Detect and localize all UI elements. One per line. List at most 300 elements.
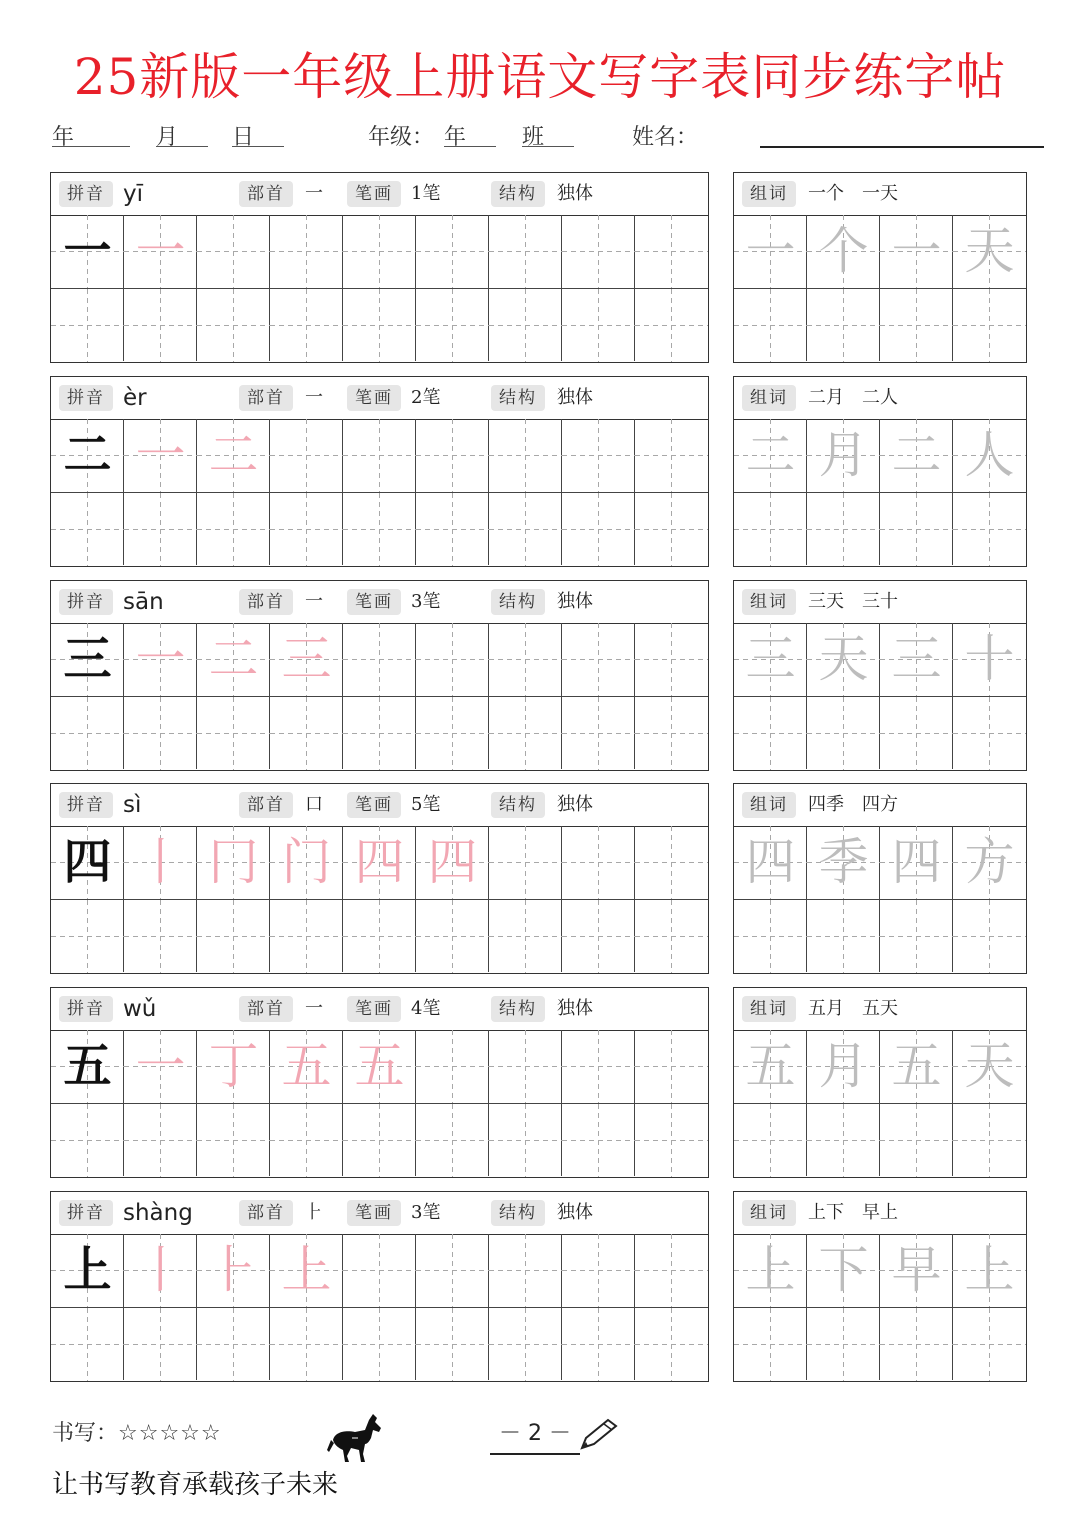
writing-cell[interactable]	[416, 419, 489, 492]
char-info-header	[51, 173, 708, 216]
month-label: 月	[156, 125, 179, 150]
writing-cell[interactable]	[489, 419, 562, 492]
writing-cell[interactable]	[635, 623, 708, 696]
writing-cell[interactable]	[635, 492, 708, 565]
stroke-order-step: 一	[135, 1037, 186, 1095]
char-info-header	[51, 581, 708, 624]
writing-cell[interactable]	[562, 419, 635, 492]
writing-cell[interactable]	[734, 1103, 807, 1176]
model-char: 一	[63, 223, 112, 279]
writing-cell[interactable]	[124, 492, 197, 565]
word-trace-cell[interactable]	[953, 215, 1026, 288]
word-trace-char: 月	[818, 426, 869, 484]
model-char-cell[interactable]	[51, 215, 124, 288]
writing-cell[interactable]	[635, 826, 708, 899]
writing-cell[interactable]	[51, 288, 124, 361]
char-practice-panel	[50, 172, 709, 363]
page-number: － 2 －	[490, 1416, 580, 1455]
pen-icon	[578, 1416, 622, 1456]
writing-cell[interactable]	[124, 288, 197, 361]
word-trace-cell[interactable]	[807, 826, 880, 899]
word-practice-panel	[733, 580, 1027, 771]
stroke-order-cell[interactable]	[343, 1030, 416, 1103]
writing-cell[interactable]	[734, 696, 807, 769]
pinyin-value: wǔ	[123, 996, 157, 1022]
writing-cell[interactable]	[197, 492, 270, 565]
model-char: 上	[63, 1242, 112, 1298]
words-value: 上下 早上	[808, 1202, 898, 1223]
strokes-tag: 笔画	[347, 1200, 401, 1226]
word-trace-char: 一	[745, 222, 796, 280]
writing-cell[interactable]	[953, 288, 1026, 361]
word-practice-panel	[733, 172, 1027, 363]
writing-cell[interactable]	[343, 899, 416, 972]
writing-cell[interactable]	[562, 1103, 635, 1176]
writing-cell[interactable]	[635, 696, 708, 769]
grade-label: 年级：	[368, 125, 435, 150]
grade-year-label: 年	[444, 125, 467, 150]
word-trace-cell[interactable]	[953, 419, 1026, 492]
word-trace-char: 早	[891, 1241, 942, 1299]
model-char-cell[interactable]	[51, 1234, 124, 1307]
writing-cell[interactable]	[635, 1234, 708, 1307]
writing-cell[interactable]	[416, 1030, 489, 1103]
word-header	[734, 784, 1026, 827]
stroke-order-step: 二	[208, 630, 259, 688]
writing-cell[interactable]	[416, 1103, 489, 1176]
writing-cell[interactable]	[270, 492, 343, 565]
word-trace-cell[interactable]	[880, 623, 953, 696]
radical-tag: 部首	[239, 181, 293, 207]
stroke-order-step: 四	[427, 833, 478, 891]
writing-cell[interactable]	[562, 899, 635, 972]
page-title: 25新版一年级上册语文写字表同步练字帖	[73, 48, 1007, 106]
writing-cell[interactable]	[734, 899, 807, 972]
writing-cell[interactable]	[562, 623, 635, 696]
writing-cell[interactable]	[880, 899, 953, 972]
word-trace-char: 十	[964, 630, 1015, 688]
rating-stars[interactable]: ☆☆☆☆☆	[118, 1421, 222, 1446]
word-trace-char: 下	[818, 1241, 869, 1299]
radical-value: ⺊	[305, 1202, 323, 1223]
model-char-cell[interactable]	[51, 419, 124, 492]
word-trace-cell[interactable]	[734, 215, 807, 288]
stroke-order-step: 五	[281, 1037, 332, 1095]
word-trace-cell[interactable]	[880, 1234, 953, 1307]
year-label: 年	[52, 125, 75, 150]
stroke-order-step: 门	[281, 833, 332, 891]
word-trace-char: 方	[964, 833, 1015, 891]
word-practice-panel	[733, 783, 1027, 974]
words-value: 三天 三十	[808, 591, 898, 612]
char-info-header	[51, 784, 708, 827]
writing-cell[interactable]	[124, 696, 197, 769]
word-header	[734, 581, 1026, 624]
writing-cell[interactable]	[635, 288, 708, 361]
writing-cell[interactable]	[635, 419, 708, 492]
structure-tag: 结构	[491, 792, 545, 818]
writing-cell[interactable]	[953, 696, 1026, 769]
radical-tag: 部首	[239, 1200, 293, 1226]
writing-cell[interactable]	[880, 492, 953, 565]
word-trace-cell[interactable]	[880, 1030, 953, 1103]
writing-cell[interactable]	[562, 215, 635, 288]
writing-cell[interactable]	[489, 1030, 562, 1103]
writing-cell[interactable]	[953, 899, 1026, 972]
structure-tag: 结构	[491, 385, 545, 411]
pinyin-value: èr	[123, 385, 147, 411]
writing-cell[interactable]	[880, 1103, 953, 1176]
word-trace-char: 三	[891, 630, 942, 688]
writing-cell[interactable]	[51, 696, 124, 769]
writing-cell[interactable]	[635, 1030, 708, 1103]
stroke-order-cell[interactable]	[197, 419, 270, 492]
word-trace-char: 天	[964, 1037, 1015, 1095]
strokes-tag: 笔画	[347, 589, 401, 615]
structure-value: 独体	[557, 591, 593, 612]
stroke-order-cell[interactable]	[270, 1234, 343, 1307]
word-practice-panel	[733, 1191, 1027, 1382]
word-header	[734, 377, 1026, 420]
writing-cell[interactable]	[489, 623, 562, 696]
stroke-order-cell[interactable]	[124, 215, 197, 288]
writing-cell[interactable]	[734, 492, 807, 565]
writing-cell[interactable]	[807, 1103, 880, 1176]
writing-cell[interactable]	[343, 1103, 416, 1176]
model-char-cell[interactable]	[51, 826, 124, 899]
model-char: 二	[63, 427, 112, 483]
stroke-order-step: 四	[354, 833, 405, 891]
word-trace-cell[interactable]	[734, 1030, 807, 1103]
writing-cell[interactable]	[635, 899, 708, 972]
word-trace-char: 个	[818, 222, 869, 280]
writing-cell[interactable]	[343, 1307, 416, 1380]
stroke-order-step: 丁	[208, 1037, 259, 1095]
writing-cell[interactable]	[416, 215, 489, 288]
writing-cell[interactable]	[124, 1103, 197, 1176]
writing-cell[interactable]	[635, 1307, 708, 1380]
writing-cell[interactable]	[489, 1103, 562, 1176]
writing-cell[interactable]	[880, 696, 953, 769]
date-grade-name-line	[52, 120, 992, 154]
writing-cell[interactable]	[343, 696, 416, 769]
stroke-order-cell[interactable]	[270, 1030, 343, 1103]
writing-cell[interactable]	[489, 492, 562, 565]
writing-cell[interactable]	[562, 288, 635, 361]
stroke-order-step: 上	[281, 1241, 332, 1299]
strokes-value: 2笔	[411, 387, 441, 408]
pinyin-tag: 拼音	[59, 996, 113, 1022]
char-practice-panel	[50, 580, 709, 771]
name-label: 姓名：	[632, 125, 699, 150]
writing-cell[interactable]	[562, 1234, 635, 1307]
pinyin-tag: 拼音	[59, 1200, 113, 1226]
stroke-order-cell[interactable]	[270, 826, 343, 899]
stroke-order-cell[interactable]	[270, 623, 343, 696]
structure-tag: 结构	[491, 589, 545, 615]
word-trace-cell[interactable]	[734, 623, 807, 696]
word-practice-panel	[733, 376, 1027, 567]
radical-tag: 部首	[239, 589, 293, 615]
pinyin-tag: 拼音	[59, 792, 113, 818]
pinyin-value: shàng	[123, 1200, 193, 1226]
strokes-value: 4笔	[411, 998, 441, 1019]
words-tag: 组词	[742, 792, 796, 818]
stroke-order-cell[interactable]	[197, 826, 270, 899]
word-header	[734, 988, 1026, 1031]
word-trace-char: 上	[745, 1241, 796, 1299]
writing-cell[interactable]	[635, 215, 708, 288]
writing-cell[interactable]	[416, 696, 489, 769]
writing-cell[interactable]	[416, 288, 489, 361]
char-info-header	[51, 377, 708, 420]
word-trace-cell[interactable]	[807, 623, 880, 696]
structure-value: 独体	[557, 387, 593, 408]
writing-cell[interactable]	[124, 1307, 197, 1380]
stroke-order-step: 丨	[135, 1241, 186, 1299]
word-trace-char: 四	[745, 833, 796, 891]
strokes-tag: 笔画	[347, 996, 401, 1022]
stroke-order-step: 丨	[135, 833, 186, 891]
writing-cell[interactable]	[197, 215, 270, 288]
stroke-order-cell[interactable]	[197, 1030, 270, 1103]
writing-cell[interactable]	[416, 1234, 489, 1307]
writing-cell[interactable]	[343, 1234, 416, 1307]
word-trace-cell[interactable]	[734, 1234, 807, 1307]
word-trace-cell[interactable]	[807, 1234, 880, 1307]
structure-tag: 结构	[491, 996, 545, 1022]
words-value: 二月 二人	[808, 387, 898, 408]
structure-value: 独体	[557, 1202, 593, 1223]
writing-cell[interactable]	[953, 492, 1026, 565]
stroke-order-step: 五	[354, 1037, 405, 1095]
writing-cell[interactable]	[270, 1103, 343, 1176]
word-trace-cell[interactable]	[807, 1030, 880, 1103]
writing-cell[interactable]	[953, 1103, 1026, 1176]
writing-cell[interactable]	[562, 826, 635, 899]
word-trace-char: 月	[818, 1037, 869, 1095]
radical-value: 一	[305, 387, 323, 408]
day-label: 日	[232, 125, 255, 150]
class-label: 班	[522, 125, 545, 150]
strokes-value: 3笔	[411, 1202, 441, 1223]
structure-value: 独体	[557, 998, 593, 1019]
writing-cell[interactable]	[270, 215, 343, 288]
horse-icon	[325, 1410, 389, 1470]
rating-label: 书写：	[52, 1421, 119, 1446]
word-header	[734, 173, 1026, 216]
word-trace-char: 三	[745, 630, 796, 688]
writing-cell[interactable]	[343, 215, 416, 288]
stroke-order-cell[interactable]	[197, 623, 270, 696]
structure-tag: 结构	[491, 1200, 545, 1226]
word-trace-cell[interactable]	[953, 1030, 1026, 1103]
strokes-value: 5笔	[411, 794, 441, 815]
writing-cell[interactable]	[562, 1030, 635, 1103]
stroke-order-step: 三	[281, 630, 332, 688]
word-trace-char: 季	[818, 833, 869, 891]
word-trace-cell[interactable]	[734, 419, 807, 492]
writing-cell[interactable]	[343, 623, 416, 696]
word-trace-cell[interactable]	[953, 1234, 1026, 1307]
writing-cell[interactable]	[489, 1234, 562, 1307]
writing-cell[interactable]	[124, 899, 197, 972]
words-tag: 组词	[742, 1200, 796, 1226]
stroke-order-cell[interactable]	[124, 1030, 197, 1103]
strokes-tag: 笔画	[347, 181, 401, 207]
stroke-order-step: 冂	[208, 833, 259, 891]
char-info-header	[51, 1192, 708, 1235]
stroke-order-step: ⺊	[208, 1241, 259, 1299]
writing-cell[interactable]	[51, 492, 124, 565]
word-trace-char: 五	[745, 1037, 796, 1095]
word-header	[734, 1192, 1026, 1235]
writing-cell[interactable]	[489, 215, 562, 288]
word-trace-cell[interactable]	[880, 826, 953, 899]
writing-cell[interactable]	[343, 492, 416, 565]
stroke-order-cell[interactable]	[197, 1234, 270, 1307]
writing-cell[interactable]	[807, 288, 880, 361]
words-tag: 组词	[742, 589, 796, 615]
writing-cell[interactable]	[270, 1307, 343, 1380]
writing-cell[interactable]	[197, 288, 270, 361]
writing-cell[interactable]	[489, 1307, 562, 1380]
structure-value: 独体	[557, 794, 593, 815]
stroke-order-cell[interactable]	[124, 826, 197, 899]
pinyin-tag: 拼音	[59, 181, 113, 207]
writing-cell[interactable]	[635, 1103, 708, 1176]
word-trace-char: 二	[745, 426, 796, 484]
char-practice-panel	[50, 376, 709, 567]
model-char-cell[interactable]	[51, 1030, 124, 1103]
writing-cell[interactable]	[807, 1307, 880, 1380]
word-trace-char: 五	[891, 1037, 942, 1095]
stroke-order-cell[interactable]	[416, 826, 489, 899]
pinyin-value: sì	[123, 792, 142, 818]
writing-cell[interactable]	[807, 899, 880, 972]
writing-cell[interactable]	[416, 623, 489, 696]
word-practice-panel	[733, 987, 1027, 1178]
writing-cell[interactable]	[562, 696, 635, 769]
writing-cell[interactable]	[416, 899, 489, 972]
pinyin-tag: 拼音	[59, 385, 113, 411]
writing-cell[interactable]	[270, 696, 343, 769]
words-value: 五月 五天	[808, 998, 898, 1019]
char-info-header	[51, 988, 708, 1031]
strokes-tag: 笔画	[347, 792, 401, 818]
pinyin-value: sān	[123, 589, 164, 615]
stroke-order-step: 一	[135, 222, 186, 280]
writing-cell[interactable]	[489, 288, 562, 361]
writing-cell[interactable]	[489, 826, 562, 899]
slogan: 让书写教育承载孩子未来	[52, 1470, 339, 1500]
stroke-order-cell[interactable]	[343, 826, 416, 899]
writing-cell[interactable]	[880, 1307, 953, 1380]
writing-cell[interactable]	[562, 492, 635, 565]
radical-value: 一	[305, 998, 323, 1019]
char-practice-panel	[50, 987, 709, 1178]
writing-cell[interactable]	[197, 696, 270, 769]
pinyin-value: yī	[123, 181, 144, 207]
writing-cell[interactable]	[416, 492, 489, 565]
stroke-order-cell[interactable]	[124, 1234, 197, 1307]
name-field[interactable]	[760, 146, 1044, 148]
writing-cell[interactable]	[807, 696, 880, 769]
word-trace-char: 天	[964, 222, 1015, 280]
radical-tag: 部首	[239, 792, 293, 818]
structure-value: 独体	[557, 183, 593, 204]
writing-cell[interactable]	[51, 1307, 124, 1380]
model-char-cell[interactable]	[51, 623, 124, 696]
stroke-order-step: 一	[135, 426, 186, 484]
pinyin-tag: 拼音	[59, 589, 113, 615]
stroke-order-step: 一	[135, 630, 186, 688]
word-trace-char: 四	[891, 833, 942, 891]
word-trace-char: 上	[964, 1241, 1015, 1299]
writing-cell[interactable]	[343, 419, 416, 492]
writing-rating	[52, 1416, 222, 1447]
strokes-value: 1笔	[411, 183, 441, 204]
writing-cell[interactable]	[489, 899, 562, 972]
writing-cell[interactable]	[416, 1307, 489, 1380]
stroke-order-cell[interactable]	[124, 419, 197, 492]
structure-tag: 结构	[491, 181, 545, 207]
word-trace-cell[interactable]	[880, 419, 953, 492]
stroke-order-step: 二	[208, 426, 259, 484]
writing-cell[interactable]	[270, 419, 343, 492]
writing-cell[interactable]	[51, 1103, 124, 1176]
word-trace-cell[interactable]	[734, 826, 807, 899]
writing-cell[interactable]	[880, 288, 953, 361]
word-trace-cell[interactable]	[807, 419, 880, 492]
word-trace-char: 二	[891, 426, 942, 484]
words-tag: 组词	[742, 996, 796, 1022]
radical-value: 口	[305, 794, 323, 815]
word-trace-cell[interactable]	[880, 215, 953, 288]
strokes-value: 3笔	[411, 591, 441, 612]
stroke-order-cell[interactable]	[124, 623, 197, 696]
writing-cell[interactable]	[489, 696, 562, 769]
model-char: 五	[63, 1038, 112, 1094]
radical-value: 一	[305, 591, 323, 612]
words-tag: 组词	[742, 181, 796, 207]
writing-cell[interactable]	[734, 288, 807, 361]
writing-cell[interactable]	[734, 1307, 807, 1380]
radical-value: 一	[305, 183, 323, 204]
char-practice-panel	[50, 1191, 709, 1382]
writing-cell[interactable]	[270, 899, 343, 972]
words-tag: 组词	[742, 385, 796, 411]
strokes-tag: 笔画	[347, 385, 401, 411]
writing-cell[interactable]	[270, 288, 343, 361]
word-trace-cell[interactable]	[953, 623, 1026, 696]
word-trace-char: 一	[891, 222, 942, 280]
word-trace-cell[interactable]	[953, 826, 1026, 899]
writing-cell[interactable]	[562, 1307, 635, 1380]
model-char: 四	[63, 834, 112, 890]
writing-cell[interactable]	[197, 1307, 270, 1380]
model-char: 三	[63, 631, 112, 687]
writing-cell[interactable]	[197, 1103, 270, 1176]
writing-cell[interactable]	[343, 288, 416, 361]
writing-cell[interactable]	[807, 492, 880, 565]
radical-tag: 部首	[239, 996, 293, 1022]
writing-cell[interactable]	[51, 899, 124, 972]
writing-cell[interactable]	[953, 1307, 1026, 1380]
words-value: 一个 一天	[808, 183, 898, 204]
word-trace-cell[interactable]	[807, 215, 880, 288]
writing-cell[interactable]	[197, 899, 270, 972]
